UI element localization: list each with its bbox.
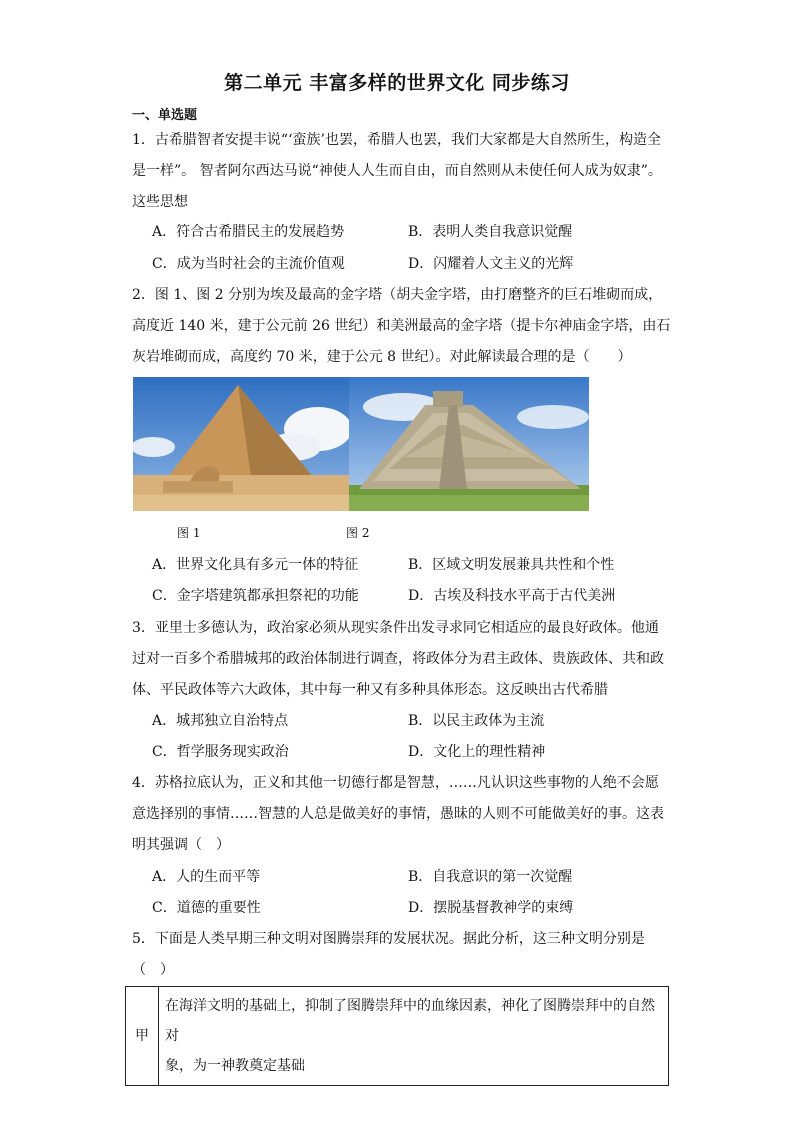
q1-option-a[interactable]: A．符合古希腊民主的发展趋势 [152, 224, 345, 240]
section-heading: 一、单选题 [132, 108, 198, 123]
q5-line-2: （ ） [132, 962, 174, 978]
table-row-text-line-1: 在海洋文明的基础上，抑制了图腾崇拜中的血缘因素，神化了图腾崇拜中的自然对 [165, 998, 655, 1044]
q1-option-b[interactable]: B．表明人类自我意识觉醒 [408, 224, 573, 240]
q4-line-2: 意选择别的事情……智慧的人总是做美好的事情，愚昧的人则不可能做美好的事。这表 [132, 806, 664, 822]
figure-2-caption: 图 2 [346, 526, 370, 540]
q2-line-1: 2．图 1、图 2 分别为埃及最高的金字塔（胡夫金字塔，由打磨整齐的巨石堆砌而成， [132, 287, 663, 303]
q2-line-3: 灰岩堆砌而成，高度约 70 米，建于公元 8 世纪）。对此解读最合理的是（ ） [132, 349, 632, 365]
figure-1-caption: 图 1 [177, 526, 201, 540]
q1-line-1: 1．古希腊智者安提丰说“‘蛮族’也罢，希腊人也罢，我们大家都是大自然所生，构造全 [132, 132, 661, 148]
table-row [126, 987, 669, 1086]
page-title: 第二单元 丰富多样的世界文化 同步练习 [224, 72, 570, 94]
totem-table [125, 986, 669, 1086]
q3-option-c[interactable]: C．哲学服务现实政治 [152, 744, 289, 760]
egyptian-pyramid-photo [133, 377, 352, 511]
q2-line-2: 高度近 140 米，建于公元前 26 世纪）和美洲最高的金字塔（提卡尔神庙金字塔，由石 [132, 318, 671, 334]
q3-option-a[interactable]: A．城邦独立自治特点 [152, 713, 289, 729]
q2-option-c[interactable]: C．金字塔建筑都承担祭祀的功能 [152, 588, 359, 604]
q4-option-a[interactable]: A．人的生而平等 [152, 869, 261, 885]
q4-option-b[interactable]: B．自我意识的第一次觉醒 [408, 869, 573, 885]
q2-option-b[interactable]: B．区域文明发展兼具共性和个性 [408, 557, 615, 573]
q4-option-c[interactable]: C．道德的重要性 [152, 900, 261, 916]
table-row-label: 甲 [126, 987, 159, 1086]
q3-line-1: 3．亚里士多德认为，政治家必须从现实条件出发寻求同它相适应的最良好政体。他通 [132, 620, 659, 636]
q3-line-3: 体、平民政体等六大政体，其中每一种又有多种具体形态。这反映出古代希腊 [132, 682, 608, 698]
q1-option-d[interactable]: D．闪耀着人文主义的光辉 [408, 256, 574, 272]
q4-line-3: 明其强调（ ） [132, 837, 230, 853]
maya-pyramid-photo [349, 377, 589, 511]
q1-option-c[interactable]: C．成为当时社会的主流价值观 [152, 256, 345, 272]
table-row-text [159, 987, 669, 1086]
q1-line-2: 是一样”。 智者阿尔西达马说“神使人人生而自由，而自然则从未使任何人成为奴隶”。 [132, 163, 662, 179]
q3-line-2: 过对一百多个希腊城邦的政治体制进行调查，将政体分为君主政体、贵族政体、共和政 [132, 651, 664, 667]
q3-option-b[interactable]: B．以民主政体为主流 [408, 713, 545, 729]
q2-option-d[interactable]: D．古埃及科技水平高于古代美洲 [408, 588, 616, 604]
q3-option-d[interactable]: D．文化上的理性精神 [408, 744, 546, 760]
table-row-text-line-2: 象，为一神教奠定基础 [165, 1058, 305, 1074]
q4-option-d[interactable]: D．摆脱基督教神学的束缚 [408, 900, 574, 916]
q5-line-1: 5．下面是人类早期三种文明对图腾崇拜的发展状况。据此分析，这三种文明分别是 [132, 931, 645, 947]
q2-option-a[interactable]: A．世界文化具有多元一体的特征 [152, 557, 359, 573]
pyramid-images [133, 377, 589, 511]
q4-line-1: 4．苏格拉底认为，正义和其他一切德行都是智慧，……凡认识这些事物的人绝不会愿 [132, 775, 659, 791]
q1-line-3: 这些思想 [132, 194, 188, 210]
